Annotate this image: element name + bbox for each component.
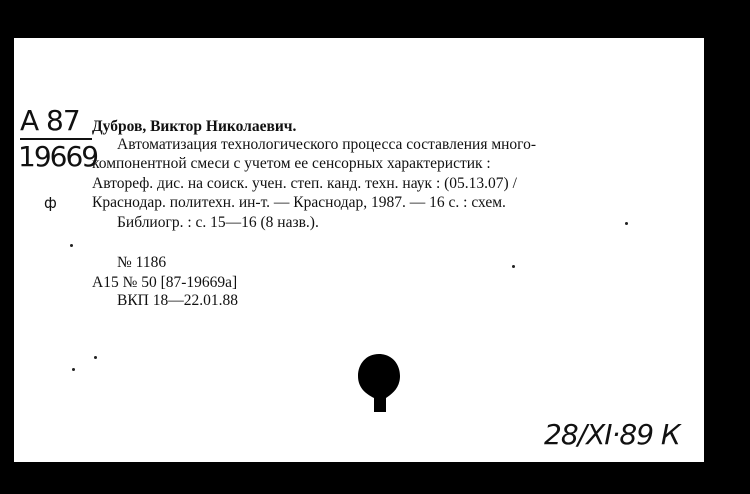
- speck: [512, 265, 515, 268]
- number-line: № 1186: [117, 254, 167, 271]
- call-number: А 87: [20, 104, 80, 137]
- code-line: А15 № 50 [87-19669а]: [92, 274, 238, 291]
- margin-mark: ф: [44, 194, 57, 212]
- author-heading: Дубров, Виктор Николаевич.: [92, 118, 297, 135]
- title-line-1: Автоматизация технологического процесса составления много-: [117, 136, 537, 153]
- speck: [94, 356, 97, 359]
- catalog-card: [14, 38, 704, 462]
- bibliography-line: Библиогр. : с. 15—16 (8 назв.).: [117, 214, 319, 231]
- title-line-3: Автореф. дис. на соиск. учен. степ. канд. техн. наук : (05.13.07) /: [92, 175, 517, 192]
- handwritten-date: 28/XI·89 К: [544, 418, 680, 451]
- speck: [72, 368, 75, 371]
- title-line-4: Краснодар. политехн. ин-т. — Краснодар, 1987. — 16 с. : схем.: [92, 194, 506, 211]
- speck: [625, 222, 628, 225]
- inventory-number: 19669: [18, 140, 98, 173]
- punch-hole: [356, 352, 402, 416]
- vkp-line: ВКП 18—22.01.88: [117, 292, 238, 309]
- title-line-2: компонентной смеси с учетом ее сенсорных характеристик :: [92, 155, 491, 172]
- speck: [70, 244, 73, 247]
